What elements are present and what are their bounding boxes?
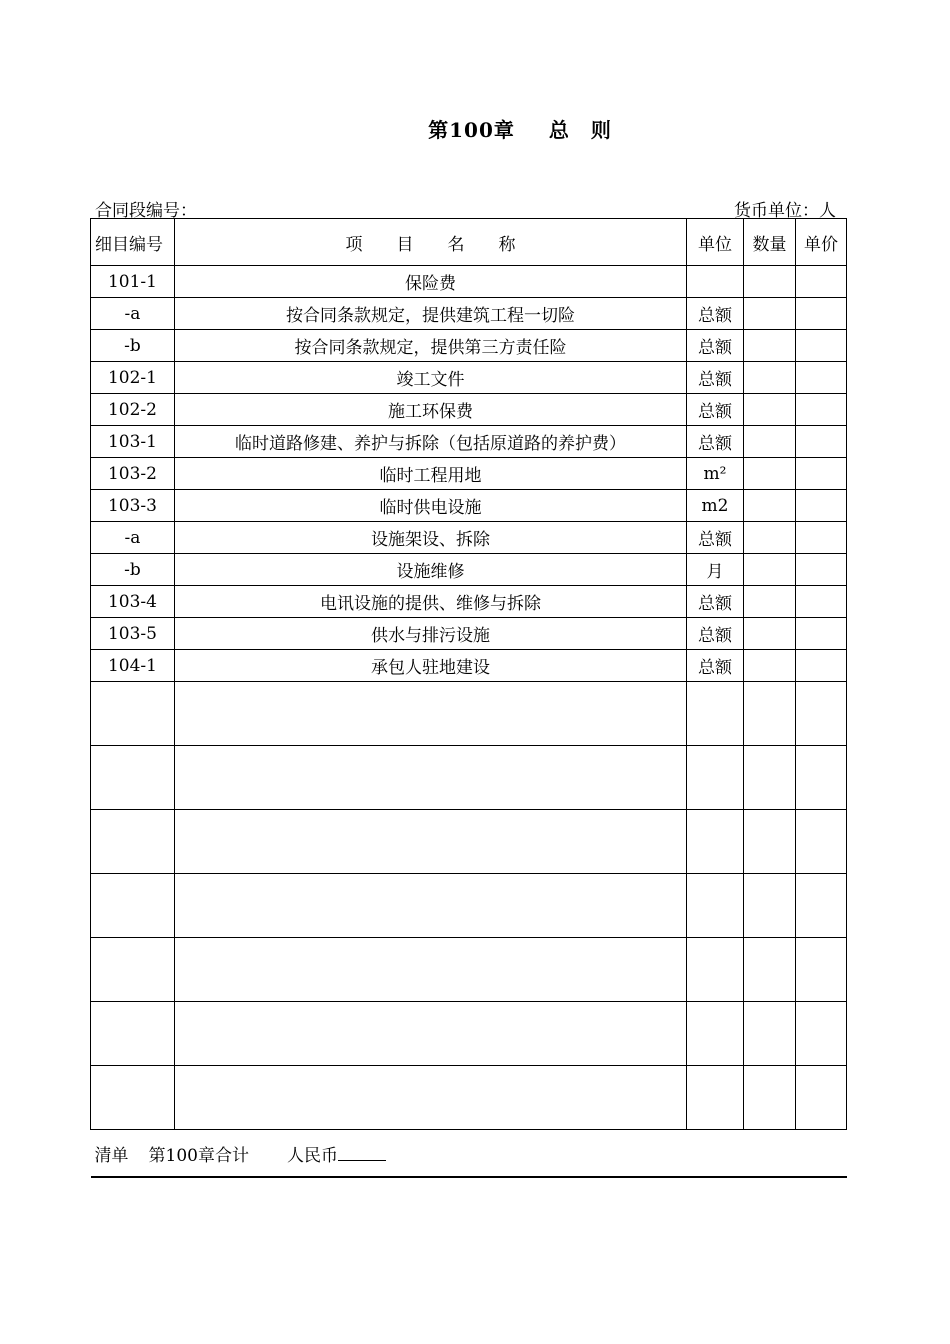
item-code: -a	[91, 522, 175, 554]
total-row	[91, 1130, 847, 1178]
blank-row	[91, 874, 847, 938]
blank-qty[interactable]	[744, 1066, 796, 1130]
item-name: 按合同条款规定，提供建筑工程一切险	[175, 298, 687, 330]
item-price[interactable]	[796, 394, 847, 426]
blank-price[interactable]	[796, 1066, 847, 1130]
blank-row	[91, 938, 847, 1002]
item-name: 供水与排污设施	[175, 618, 687, 650]
blank-name[interactable]	[175, 1002, 687, 1066]
item-code: 101-1	[91, 266, 175, 298]
bill-table	[90, 218, 847, 1178]
item-qty[interactable]	[744, 298, 796, 330]
item-name: 临时工程用地	[175, 458, 687, 490]
item-code: 103-2	[91, 458, 175, 490]
blank-price[interactable]	[796, 938, 847, 1002]
blank-unit[interactable]	[687, 1002, 744, 1066]
blank-price[interactable]	[796, 874, 847, 938]
item-name: 临时道路修建、养护与拆除（包括原道路的养护费）	[175, 426, 687, 458]
item-price[interactable]	[796, 298, 847, 330]
header-unit: 单位	[687, 219, 744, 266]
item-price[interactable]	[796, 426, 847, 458]
item-name: 临时供电设施	[175, 490, 687, 522]
blank-unit[interactable]	[687, 874, 744, 938]
table-row	[91, 330, 847, 362]
blank-code[interactable]	[91, 682, 175, 746]
item-unit	[687, 266, 744, 298]
item-price[interactable]	[796, 266, 847, 298]
item-name: 设施维修	[175, 554, 687, 586]
item-price[interactable]	[796, 362, 847, 394]
blank-qty[interactable]	[744, 938, 796, 1002]
header-name: 项 目 名 称	[175, 219, 687, 266]
item-code: -a	[91, 298, 175, 330]
item-code: -b	[91, 554, 175, 586]
item-qty[interactable]	[744, 394, 796, 426]
item-price[interactable]	[796, 330, 847, 362]
list-label: 清单	[94, 1145, 129, 1166]
blank-unit[interactable]	[687, 1066, 744, 1130]
blank-unit[interactable]	[687, 682, 744, 746]
blank-row	[91, 1002, 847, 1066]
item-name: 施工环保费	[175, 394, 687, 426]
item-price[interactable]	[796, 586, 847, 618]
blank-row	[91, 1066, 847, 1130]
blank-code[interactable]	[91, 1002, 175, 1066]
item-qty[interactable]	[744, 554, 796, 586]
blank-unit[interactable]	[687, 938, 744, 1002]
item-code: 103-5	[91, 618, 175, 650]
item-unit: 总额	[687, 426, 744, 458]
blank-price[interactable]	[796, 746, 847, 810]
header-qty: 数量	[744, 219, 796, 266]
item-price[interactable]	[796, 458, 847, 490]
blank-qty[interactable]	[744, 1002, 796, 1066]
item-name: 电讯设施的提供、维修与拆除	[175, 586, 687, 618]
total-cell	[91, 1130, 847, 1178]
item-code: 102-2	[91, 394, 175, 426]
total-amount-line[interactable]	[338, 1143, 386, 1161]
blank-name[interactable]	[175, 810, 687, 874]
blank-name[interactable]	[175, 682, 687, 746]
item-qty[interactable]	[744, 266, 796, 298]
item-qty[interactable]	[744, 490, 796, 522]
item-price[interactable]	[796, 522, 847, 554]
blank-row	[91, 682, 847, 746]
table-row	[91, 522, 847, 554]
blank-name[interactable]	[175, 874, 687, 938]
item-name: 设施架设、拆除	[175, 522, 687, 554]
blank-name[interactable]	[175, 938, 687, 1002]
blank-unit[interactable]	[687, 810, 744, 874]
blank-price[interactable]	[796, 682, 847, 746]
blank-unit[interactable]	[687, 746, 744, 810]
item-unit: 总额	[687, 394, 744, 426]
table-row	[91, 298, 847, 330]
item-unit: m²	[687, 458, 744, 490]
item-code: 103-3	[91, 490, 175, 522]
currency-unit-label: 货币单位：人	[734, 201, 836, 221]
header-code: 细目编号	[91, 219, 175, 266]
table-row	[91, 394, 847, 426]
table-row	[91, 458, 847, 490]
blank-name[interactable]	[175, 746, 687, 810]
item-price[interactable]	[796, 490, 847, 522]
chapter-name: 总 则	[548, 118, 612, 142]
item-name: 竣工文件	[175, 362, 687, 394]
blank-qty[interactable]	[744, 810, 796, 874]
blank-code[interactable]	[91, 874, 175, 938]
blank-code[interactable]	[91, 810, 175, 874]
page-title	[0, 114, 950, 143]
item-qty[interactable]	[744, 458, 796, 490]
blank-qty[interactable]	[744, 874, 796, 938]
item-unit: m2	[687, 490, 744, 522]
item-qty[interactable]	[744, 618, 796, 650]
blank-price[interactable]	[796, 1002, 847, 1066]
currency-label: 人民币	[286, 1145, 338, 1166]
item-qty[interactable]	[744, 586, 796, 618]
chapter-number: 第100章	[428, 118, 515, 142]
blank-qty[interactable]	[744, 682, 796, 746]
blank-row	[91, 746, 847, 810]
item-unit: 总额	[687, 522, 744, 554]
blank-name[interactable]	[175, 1066, 687, 1130]
item-qty[interactable]	[744, 330, 796, 362]
item-code: 103-1	[91, 426, 175, 458]
item-qty[interactable]	[744, 426, 796, 458]
item-unit: 总额	[687, 650, 744, 682]
item-unit: 总额	[687, 330, 744, 362]
item-name: 按合同条款规定，提供第三方责任险	[175, 330, 687, 362]
item-code: 102-1	[91, 362, 175, 394]
table-row	[91, 586, 847, 618]
item-code: -b	[91, 330, 175, 362]
item-unit: 总额	[687, 298, 744, 330]
blank-code[interactable]	[91, 938, 175, 1002]
table-header-row	[91, 219, 847, 266]
item-unit: 月	[687, 554, 744, 586]
item-code: 104-1	[91, 650, 175, 682]
item-price[interactable]	[796, 618, 847, 650]
table-row	[91, 650, 847, 682]
item-unit: 总额	[687, 362, 744, 394]
blank-code[interactable]	[91, 746, 175, 810]
chapter-total-label: 第100章合计	[148, 1145, 249, 1166]
table-row	[91, 266, 847, 298]
item-name: 保险费	[175, 266, 687, 298]
item-qty[interactable]	[744, 522, 796, 554]
table-row	[91, 554, 847, 586]
blank-price[interactable]	[796, 810, 847, 874]
contract-section-label: 合同段编号：	[95, 201, 197, 221]
item-unit: 总额	[687, 618, 744, 650]
header-price: 单价	[796, 219, 847, 266]
blank-code[interactable]	[91, 1066, 175, 1130]
item-price[interactable]	[796, 650, 847, 682]
item-qty[interactable]	[744, 362, 796, 394]
item-qty[interactable]	[744, 650, 796, 682]
item-code: 103-4	[91, 586, 175, 618]
blank-qty[interactable]	[744, 746, 796, 810]
table-row	[91, 362, 847, 394]
table-row	[91, 490, 847, 522]
item-name: 承包人驻地建设	[175, 650, 687, 682]
table-row	[91, 426, 847, 458]
table-row	[91, 618, 847, 650]
item-unit: 总额	[687, 586, 744, 618]
blank-row	[91, 810, 847, 874]
item-price[interactable]	[796, 554, 847, 586]
